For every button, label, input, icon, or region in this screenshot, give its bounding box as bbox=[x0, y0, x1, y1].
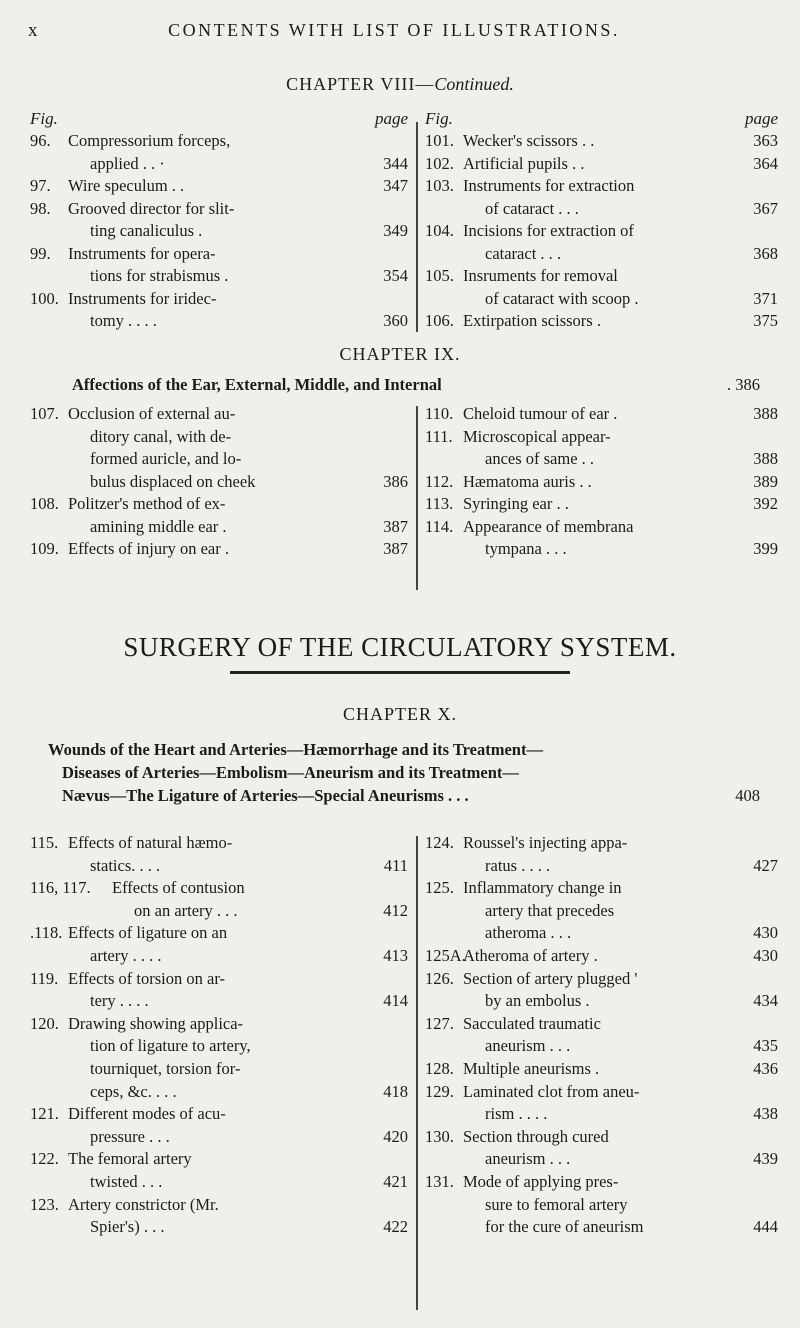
figure-caption-line: on an artery . . . bbox=[134, 900, 238, 920]
figure-caption-line: Wecker's scissors . . bbox=[463, 131, 595, 150]
column-divider bbox=[416, 836, 418, 1310]
figure-caption-line: Effects of contusion bbox=[112, 878, 245, 898]
figure-entry bbox=[425, 516, 778, 561]
figure-caption-line: Inflammatory change in bbox=[463, 878, 622, 898]
figure-number: 103. bbox=[425, 176, 454, 195]
figure-number: 127. bbox=[425, 1013, 454, 1033]
figure-caption-line: The femoral artery bbox=[68, 1149, 192, 1169]
figure-number: 122. bbox=[30, 1149, 59, 1169]
figure-entry bbox=[30, 130, 408, 175]
figure-entry bbox=[425, 130, 778, 153]
figure-entry bbox=[30, 198, 408, 243]
figure-number: 109. bbox=[30, 539, 59, 558]
figure-caption-line: ting canaliculus . bbox=[90, 221, 203, 240]
figure-number: 112. bbox=[425, 471, 454, 491]
figure-number: 96. bbox=[30, 131, 51, 150]
figure-caption-line: tympana . . . bbox=[485, 539, 567, 558]
figure-caption-line: amining middle ear . bbox=[90, 516, 227, 536]
figure-caption-line: Politzer's method of ex- bbox=[68, 494, 226, 513]
chapter-10-left-column bbox=[30, 832, 408, 1239]
figure-caption-line: Instruments for extraction bbox=[463, 176, 635, 195]
page-reference: 364 bbox=[753, 153, 778, 173]
page-reference: 436 bbox=[753, 1058, 778, 1078]
figure-caption-line: Compressorium forceps, bbox=[68, 131, 231, 150]
figure-entry bbox=[425, 877, 778, 945]
figure-entry bbox=[425, 1171, 778, 1239]
page-reference: 412 bbox=[383, 900, 408, 920]
figure-number: .118. bbox=[30, 923, 63, 943]
figure-caption-line: pressure . . . bbox=[90, 1126, 170, 1146]
page-number: x bbox=[28, 20, 38, 41]
figure-number: 128. bbox=[425, 1058, 454, 1078]
figure-entry bbox=[30, 1103, 408, 1148]
page-reference: 375 bbox=[753, 311, 778, 330]
page-reference: 420 bbox=[383, 1126, 408, 1146]
figure-number: 126. bbox=[425, 968, 454, 988]
page-reference: 439 bbox=[753, 1149, 778, 1169]
chapter-8-right-column bbox=[425, 108, 778, 333]
page-reference: 388 bbox=[753, 404, 778, 423]
figure-caption-line: Multiple aneurisms . bbox=[463, 1058, 600, 1078]
figure-entry bbox=[425, 1058, 778, 1081]
figure-caption-line: Section of artery plugged ' bbox=[463, 968, 638, 988]
figure-entry bbox=[30, 243, 408, 288]
figure-caption-line: aneurism . . . bbox=[485, 1036, 571, 1056]
page-reference: 414 bbox=[383, 991, 408, 1011]
page-reference: 344 bbox=[383, 153, 408, 173]
chapter-9-title: CHAPTER IX. bbox=[339, 344, 461, 364]
chapter-10-title: CHAPTER X. bbox=[342, 704, 457, 724]
figure-caption-line: tourniquet, torsion for- bbox=[90, 1058, 241, 1078]
figure-entry bbox=[425, 832, 778, 877]
figure-number: 115. bbox=[30, 833, 59, 852]
figure-caption-line: Insruments for removal bbox=[463, 266, 618, 285]
page-reference: 430 bbox=[753, 945, 778, 965]
figure-caption-line: tomy . . . . bbox=[90, 311, 157, 330]
page-reference: 347 bbox=[383, 176, 408, 195]
figure-caption-line: Atheroma of artery . bbox=[463, 945, 598, 965]
figure-number: 130. bbox=[425, 1126, 454, 1146]
figure-caption-line: Cheloid tumour of ear . bbox=[463, 404, 618, 423]
figure-caption-line: aneurism . . . bbox=[485, 1149, 571, 1169]
figure-entry bbox=[30, 1013, 408, 1103]
figure-caption-line: rism . . . . bbox=[485, 1104, 548, 1124]
figure-entry bbox=[425, 265, 778, 310]
chapter-10-right-column bbox=[425, 832, 778, 1239]
figure-number: 129. bbox=[425, 1081, 454, 1101]
figure-number: 125. bbox=[425, 878, 454, 898]
figure-caption-line: statics. . . . bbox=[90, 855, 161, 875]
figure-number: 100. bbox=[30, 288, 59, 308]
figure-caption-line: Occlusion of external au- bbox=[68, 404, 236, 423]
figure-caption-line: Artificial pupils . . bbox=[463, 153, 585, 173]
section-rule bbox=[230, 671, 570, 674]
figure-caption-line: Instruments for opera- bbox=[68, 243, 216, 263]
figure-caption-line: Microscopical appear- bbox=[463, 426, 611, 446]
column-header: Fig. page bbox=[425, 109, 778, 128]
figure-caption-line: Spier's) . . . bbox=[90, 1217, 165, 1237]
page-reference: 399 bbox=[753, 539, 778, 558]
figure-caption-line: Roussel's injecting appa- bbox=[463, 833, 628, 852]
figure-number: 108. bbox=[30, 494, 59, 513]
figure-entry bbox=[30, 175, 408, 198]
figure-caption-line: atheroma . . . bbox=[485, 923, 572, 943]
figure-entry bbox=[30, 403, 408, 493]
figure-entry bbox=[425, 493, 778, 516]
figure-entry bbox=[425, 1081, 778, 1126]
figure-number: 105. bbox=[425, 266, 454, 285]
figure-caption-line: tion of ligature to artery, bbox=[90, 1036, 251, 1056]
figure-entry bbox=[425, 426, 778, 471]
figure-number: 131. bbox=[425, 1171, 454, 1191]
figure-number: 119. bbox=[30, 968, 59, 988]
figure-number: 120. bbox=[30, 1013, 59, 1033]
figure-caption-line: for the cure of aneurism bbox=[485, 1217, 644, 1237]
column-header: Fig. page bbox=[30, 109, 408, 128]
figure-caption-line: of cataract with scoop . bbox=[485, 288, 639, 308]
figure-entry bbox=[30, 538, 408, 561]
page-reference: 430 bbox=[753, 923, 778, 943]
figure-caption-line: Mode of applying pres- bbox=[463, 1171, 619, 1191]
chapter-9-right-column bbox=[425, 403, 778, 561]
page-reference: 367 bbox=[753, 198, 778, 218]
figure-entry bbox=[30, 1194, 408, 1239]
page-reference: 363 bbox=[753, 131, 778, 150]
figure-number: 121. bbox=[30, 1104, 59, 1124]
page-reference: 386 bbox=[383, 471, 408, 491]
figure-caption-line: Instruments for iridec- bbox=[68, 288, 217, 308]
section-title: SURGERY OF THE CIRCULATORY SYSTEM. bbox=[123, 632, 677, 662]
page-reference: 387 bbox=[383, 539, 408, 558]
page-reference: 360 bbox=[383, 311, 408, 330]
page-reference: 422 bbox=[383, 1217, 408, 1237]
figure-caption-line: twisted . . . bbox=[90, 1171, 163, 1191]
figure-entry bbox=[30, 922, 408, 967]
figure-caption-line: applied . . · bbox=[90, 153, 165, 173]
figure-caption-line: artery that precedes bbox=[485, 900, 615, 920]
figure-caption-line: Effects of ligature on an bbox=[68, 923, 228, 943]
figure-entry bbox=[30, 968, 408, 1013]
figure-caption-line: sure to femoral artery bbox=[485, 1194, 628, 1214]
figure-caption-line: ratus . . . . bbox=[485, 855, 551, 875]
page-reference: 427 bbox=[753, 855, 778, 875]
figure-caption-line: Hæmatoma auris . . bbox=[463, 471, 592, 491]
figure-caption-line: artery . . . . bbox=[90, 945, 162, 965]
figure-number: 97. bbox=[30, 176, 51, 195]
page-reference: 371 bbox=[753, 288, 778, 308]
figure-number: 98. bbox=[30, 198, 51, 218]
figure-entry bbox=[30, 877, 408, 922]
column-divider bbox=[416, 122, 418, 332]
figure-entry bbox=[30, 1148, 408, 1193]
figure-number: 101. bbox=[425, 131, 454, 150]
figure-caption-line: Laminated clot from aneu- bbox=[463, 1081, 640, 1101]
page-reference: 413 bbox=[383, 945, 408, 965]
page-reference: 389 bbox=[753, 471, 778, 491]
page-reference: 388 bbox=[753, 449, 778, 468]
figure-caption-line: Section through cured bbox=[463, 1126, 609, 1146]
figure-caption-line: tions for strabismus . bbox=[90, 266, 229, 285]
figure-caption-line: Grooved director for slit- bbox=[68, 198, 235, 218]
figure-number: 114. bbox=[425, 516, 454, 536]
figure-caption-line: Wire speculum . . bbox=[68, 176, 185, 195]
figure-entry bbox=[425, 153, 778, 176]
figure-caption-line: Extirpation scissors . bbox=[463, 311, 601, 330]
figure-caption-line: ances of same . . bbox=[485, 449, 595, 468]
page-reference: 444 bbox=[753, 1217, 778, 1237]
figure-caption-line: Sacculated traumatic bbox=[463, 1013, 601, 1033]
page-reference: 387 bbox=[383, 516, 408, 536]
running-header bbox=[28, 14, 760, 44]
figure-number: 110. bbox=[425, 404, 454, 423]
page-reference: 418 bbox=[383, 1081, 408, 1101]
page-reference: 435 bbox=[753, 1036, 778, 1056]
page-reference: 354 bbox=[383, 266, 408, 285]
figure-number: 125A. bbox=[425, 945, 466, 965]
figure-caption-line: Artery constrictor (Mr. bbox=[68, 1194, 219, 1214]
page-reference: 392 bbox=[753, 494, 778, 513]
page-reference: 434 bbox=[753, 991, 778, 1011]
chapter-9-summary: Affections of the Ear, External, Middle, and Internal . 386 bbox=[72, 375, 760, 394]
figure-caption-line: Drawing showing applica- bbox=[68, 1013, 244, 1033]
figure-entry bbox=[425, 1013, 778, 1058]
figure-entry bbox=[425, 220, 778, 265]
figure-caption-line: Different modes of acu- bbox=[68, 1104, 226, 1124]
figure-caption-line: Effects of natural hæmo- bbox=[68, 833, 233, 852]
figure-caption-line: ditory canal, with de- bbox=[90, 426, 232, 446]
figure-number: 124. bbox=[425, 833, 454, 852]
figure-number: 113. bbox=[425, 494, 454, 513]
figure-caption-line: formed auricle, and lo- bbox=[90, 449, 242, 468]
figure-entry bbox=[425, 310, 778, 333]
figure-entry bbox=[30, 832, 408, 877]
figure-caption-line: Effects of torsion on ar- bbox=[68, 968, 225, 988]
figure-caption-line: of cataract . . . bbox=[485, 198, 579, 218]
figure-entry bbox=[425, 471, 778, 494]
figure-entry bbox=[425, 968, 778, 1013]
figure-caption-line: bulus displaced on cheek bbox=[90, 471, 256, 491]
running-title: CONTENTS WITH LIST OF ILLUSTRATIONS. bbox=[168, 20, 620, 40]
chapter-9-left-column bbox=[30, 403, 408, 561]
figure-caption-line: Effects of injury on ear . bbox=[68, 539, 229, 558]
chapter-8-left-column bbox=[30, 108, 408, 333]
figure-number: 104. bbox=[425, 221, 454, 240]
figure-caption-line: by an embolus . bbox=[485, 991, 590, 1011]
figure-caption-line: Appearance of membrana bbox=[463, 516, 634, 536]
figure-caption-line: Incisions for extraction of bbox=[463, 221, 634, 240]
page-reference: 438 bbox=[753, 1104, 778, 1124]
figure-caption-line: tery . . . . bbox=[90, 991, 149, 1011]
figure-caption-line: Syringing ear . . bbox=[463, 494, 569, 513]
figure-number: 102. bbox=[425, 153, 454, 173]
figure-number: 116, 117. bbox=[30, 878, 91, 898]
figure-caption-line: cataract . . . bbox=[485, 243, 562, 263]
figure-entry bbox=[425, 403, 778, 426]
figure-entry bbox=[30, 288, 408, 333]
figure-caption-line: ceps, &c. . . . bbox=[90, 1081, 177, 1101]
figure-number: 123. bbox=[30, 1194, 59, 1214]
figure-entry bbox=[425, 945, 778, 968]
page-reference: 349 bbox=[383, 221, 408, 240]
page-reference: 368 bbox=[753, 243, 778, 263]
page-reference: 411 bbox=[383, 855, 408, 875]
figure-number: 111. bbox=[425, 426, 453, 446]
chapter-8-title: CHAPTER VIII—Continued. bbox=[286, 74, 514, 94]
figure-number: 99. bbox=[30, 243, 51, 263]
chapter-10-summary: Wounds of the Heart and Arteries—Hæmorrhage and its Treatment— Diseases of Arteries—Embolism—Aneurism and its Treatment— Nævus—The Ligature of Arteries—Special Aneurisms . . . 408 bbox=[48, 740, 760, 805]
figure-number: 106. bbox=[425, 311, 454, 330]
figure-entry bbox=[425, 1126, 778, 1171]
figure-entry bbox=[425, 175, 778, 220]
figure-number: 107. bbox=[30, 404, 59, 423]
figure-entry bbox=[30, 493, 408, 538]
page-reference: 421 bbox=[383, 1171, 408, 1191]
column-divider bbox=[416, 406, 418, 590]
